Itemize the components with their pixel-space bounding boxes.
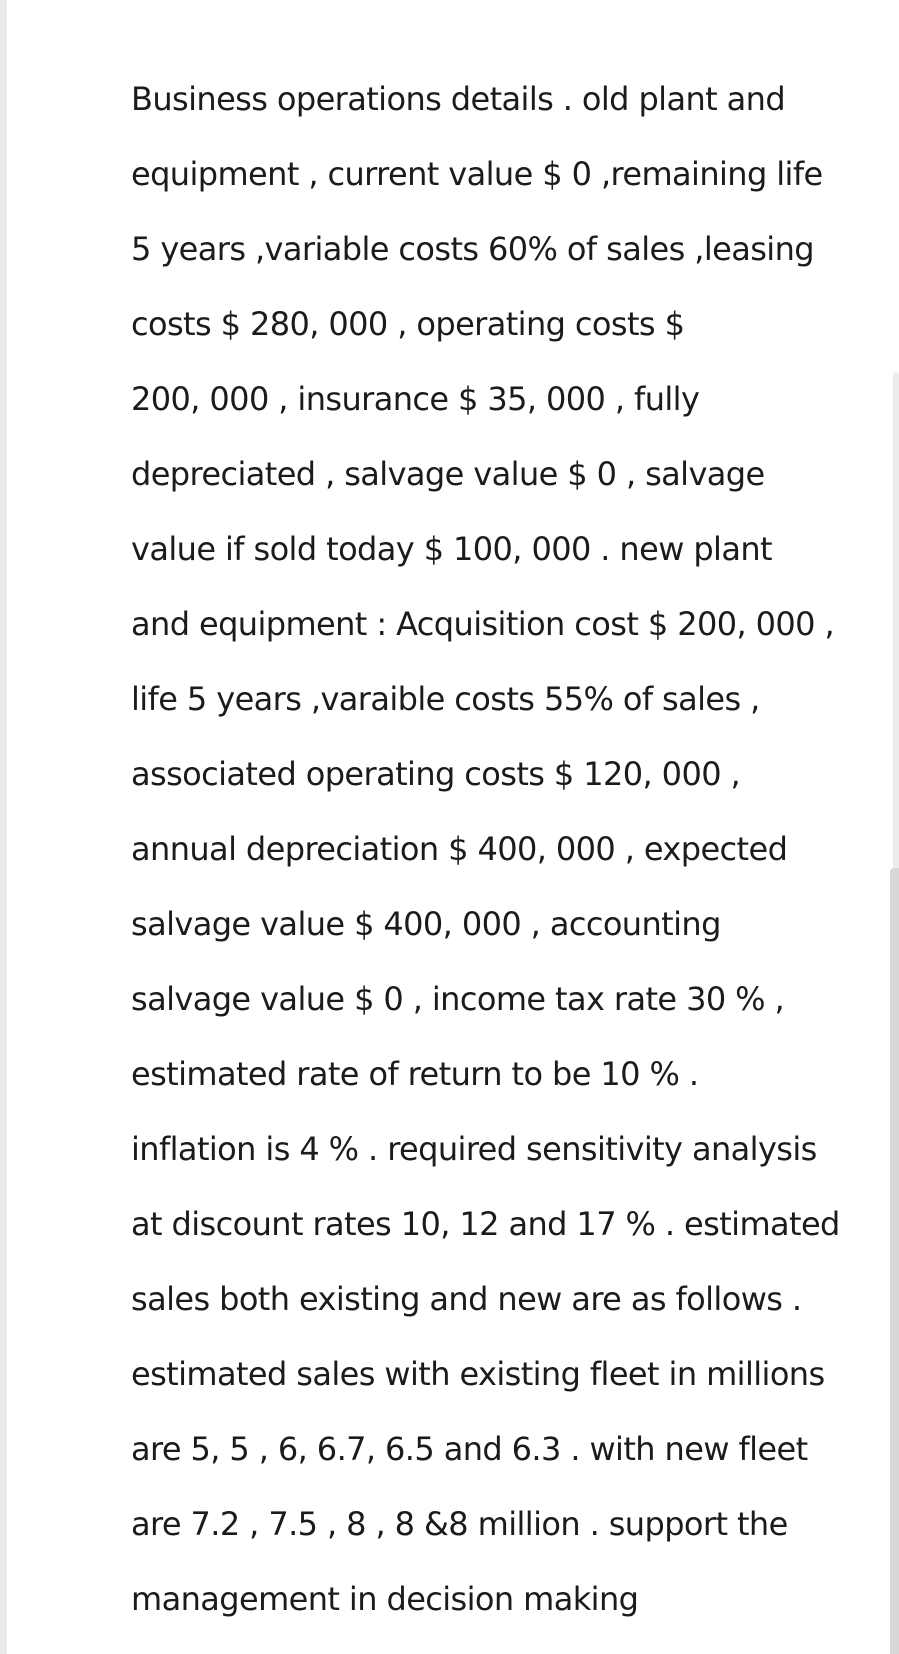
text-line: value if sold today $ 100, 000 . new plant	[131, 530, 772, 568]
text-line: management in decision making	[131, 1580, 639, 1618]
question-text-block	[131, 62, 899, 1637]
text-line: 5 years ,variable costs 60% of sales ,leasing	[131, 230, 814, 268]
text-line: costs $ 280, 000 , operating costs $	[131, 305, 685, 343]
text-line: estimated sales with existing fleet in millions	[131, 1355, 825, 1393]
text-line: sales both existing and new are as follows .	[131, 1280, 802, 1318]
text-line: inflation is 4 % . required sensitivity analysis	[131, 1130, 817, 1168]
text-line: Business operations details . old plant and	[131, 80, 786, 118]
text-line: life 5 years ,varaible costs 55% of sales ,	[131, 680, 760, 718]
text-line: depreciated , salvage value $ 0 , salvage	[131, 455, 765, 493]
text-line: estimated rate of return to be 10 % .	[131, 1055, 699, 1093]
text-line: equipment , current value $ 0 ,remaining life	[131, 155, 823, 193]
text-line: at discount rates 10, 12 and 17 % . estimated	[131, 1205, 840, 1243]
text-line: are 5, 5 , 6, 6.7, 6.5 and 6.3 . with new fleet	[131, 1430, 808, 1468]
text-line: annual depreciation $ 400, 000 , expected	[131, 830, 788, 868]
text-line: are 7.2 , 7.5 , 8 , 8 &8 million . support the	[131, 1505, 788, 1543]
text-line: salvage value $ 400, 000 , accounting	[131, 905, 721, 943]
text-line: 200, 000 , insurance $ 35, 000 , fully	[131, 380, 700, 418]
text-line: associated operating costs $ 120, 000 ,	[131, 755, 741, 793]
text-line: salvage value $ 0 , income tax rate 30 % ,	[131, 980, 785, 1018]
text-line: and equipment : Acquisition cost $ 200, 000 ,	[131, 605, 835, 643]
left-edge-strip	[0, 0, 7, 1654]
